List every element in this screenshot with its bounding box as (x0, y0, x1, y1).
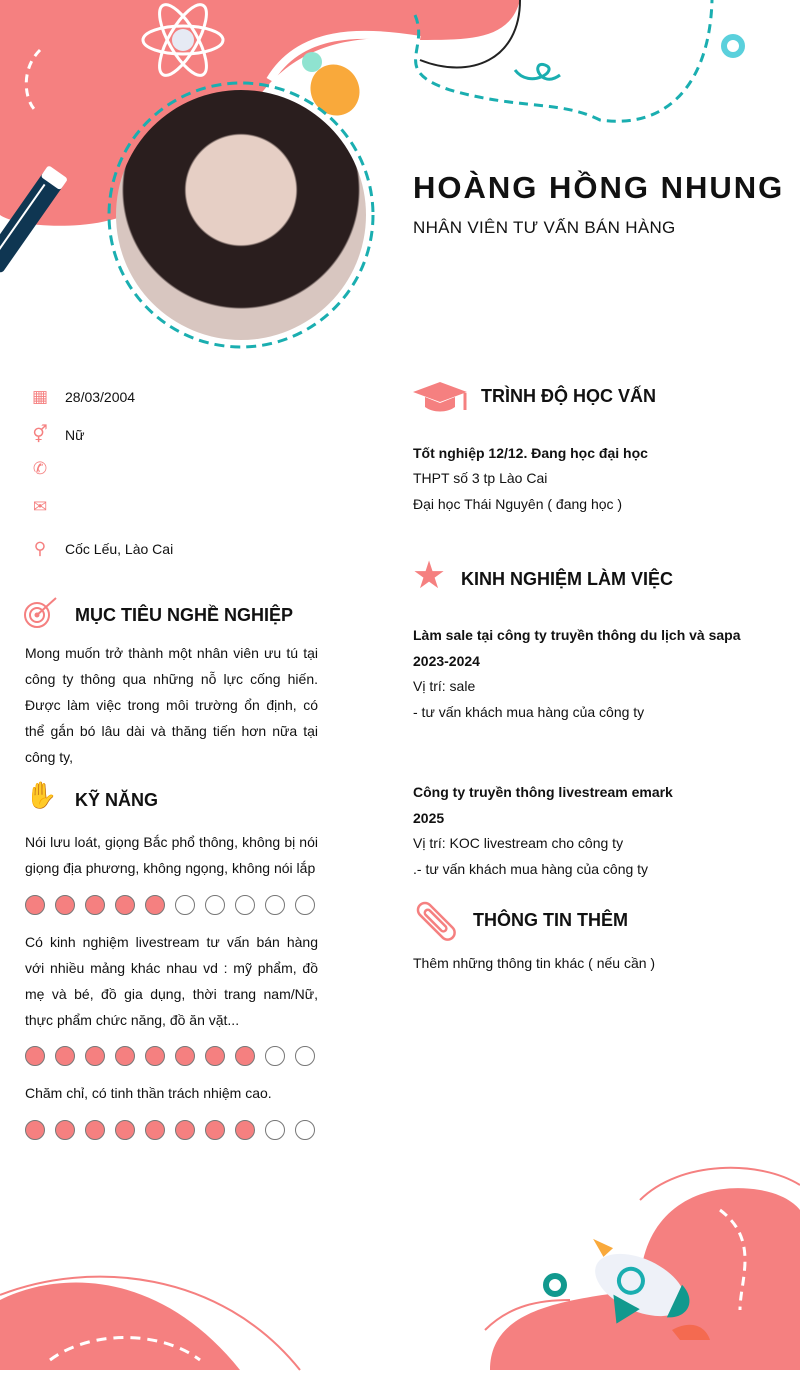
education-heading: TRÌNH ĐỘ HỌC VẤN (481, 386, 656, 406)
skill-text: Có kinh nghiệm livestream tư vấn bán hàng với nhiều mảng khác nhau vd : mỹ phẩm, đồ mẹ và bé, đồ gia dụng, thời trang nam/Nữ, thực phẩm chức năng, đồ ăn vặt... (25, 934, 318, 1028)
birthdate-row (30, 385, 136, 409)
candidate-name: HOÀNG HỒNG NHUNG (413, 170, 785, 205)
skills-heading: KỸ NĂNG (75, 790, 159, 810)
email-row (30, 495, 50, 519)
experience-entry (413, 780, 673, 882)
rating-dot-filled (235, 1120, 255, 1140)
skill-rating (25, 1120, 315, 1140)
phone-icon: ✆ (32, 459, 48, 478)
gender-icon: ⚥ (32, 425, 48, 444)
footer-decoration (0, 1150, 800, 1395)
ring-icon (724, 37, 742, 55)
position: Vị trí: sale (413, 678, 476, 694)
rating-dot-empty (295, 1046, 315, 1066)
gender-row (30, 423, 85, 447)
skill-text: Nói lưu loát, giọng Bắc phổ thông, không bị nói giọng địa phương, không ngọng, không nói lắp (25, 834, 318, 876)
email-icon: ✉ (32, 497, 48, 516)
birthdate: 28/03/2004 (65, 389, 136, 405)
rating-dot-filled (175, 1046, 195, 1066)
education-line: Đại học Thái Nguyên ( đang học ) (413, 496, 623, 512)
period: 2023-2024 (413, 652, 480, 669)
rating-dot-empty (265, 895, 285, 915)
rating-dot-filled (85, 1120, 105, 1140)
rating-dot-empty (175, 895, 195, 915)
extra-text: Thêm những thông tin khác ( nếu cần ) (413, 955, 656, 971)
rating-dot-empty (265, 1120, 285, 1140)
objective-heading: MỤC TIÊU NGHỀ NGHIỆP (75, 605, 294, 625)
experience-entry (413, 623, 741, 725)
rating-dot-filled (55, 895, 75, 915)
rating-dot-filled (25, 1046, 45, 1066)
education-line: Tốt nghiệp 12/12. Đang học đại học (413, 445, 648, 461)
period: 2025 (413, 809, 445, 826)
rating-dot-filled (205, 1120, 225, 1140)
rating-dot-filled (55, 1046, 75, 1066)
rating-dot-empty (205, 895, 225, 915)
description: - tư vấn khách mua hàng của công ty (413, 703, 645, 720)
position: Vị trí: KOC livestream cho công ty (413, 835, 624, 851)
rating-dot-filled (145, 1046, 165, 1066)
graduation-cap-icon (413, 380, 469, 414)
rating-dot-filled (205, 1046, 225, 1066)
job-title: NHÂN VIÊN TƯ VẤN BÁN HÀNG (413, 218, 676, 237)
star-icon: ★ (412, 555, 447, 597)
company: Làm sale tại công ty truyền thông du lịch và sapa (413, 627, 741, 643)
skill-rating (25, 1046, 315, 1066)
rating-dot-filled (85, 895, 105, 915)
description: .- tư vấn khách mua hàng của công ty (413, 860, 649, 877)
paperclip-icon (415, 900, 459, 944)
rating-dot-filled (85, 1046, 105, 1066)
rating-dot-empty (295, 895, 315, 915)
objective-text: Mong muốn trở thành một nhân viên ưu tú tại công ty thông qua những nỗ lực cống hiến. Được làm việc trong môi trường ổn định, có thể gắn bó lâu dài và thăng tiến hơn nữa tại công ty, (25, 645, 318, 765)
rating-dot-filled (115, 1046, 135, 1066)
gender: Nữ (65, 427, 85, 443)
experience-heading: KINH NGHIỆM LÀM VIỆC (461, 569, 674, 589)
rating-dot-empty (235, 895, 255, 915)
rating-dot-filled (145, 1120, 165, 1140)
company: Công ty truyền thông livestream emark (413, 784, 673, 800)
profile-photo (116, 90, 366, 340)
hand-icon: ✋ (25, 780, 58, 810)
skill-text: Chăm chỉ, có tinh thần trách nhiệm cao. (25, 1085, 272, 1101)
extra-heading: THÔNG TIN THÊM (473, 910, 628, 930)
address: Cốc Lếu, Lào Cai (65, 541, 174, 557)
phone-row (30, 457, 50, 481)
rating-dot-empty (265, 1046, 285, 1066)
ring-icon (546, 1276, 564, 1294)
education-line: THPT số 3 tp Lào Cai (413, 470, 548, 486)
address-row (30, 537, 174, 561)
calendar-icon: ▦ (31, 387, 49, 406)
rating-dot-empty (295, 1120, 315, 1140)
rating-dot-filled (175, 1120, 195, 1140)
target-icon (24, 596, 58, 630)
skill-rating (25, 895, 315, 915)
rating-dot-filled (145, 895, 165, 915)
rating-dot-filled (235, 1046, 255, 1066)
location-pin-icon: ⚲ (33, 539, 47, 558)
rating-dot-filled (115, 1120, 135, 1140)
rating-dot-filled (25, 1120, 45, 1140)
rating-dot-filled (25, 895, 45, 915)
rating-dot-filled (115, 895, 135, 915)
rating-dot-filled (55, 1120, 75, 1140)
